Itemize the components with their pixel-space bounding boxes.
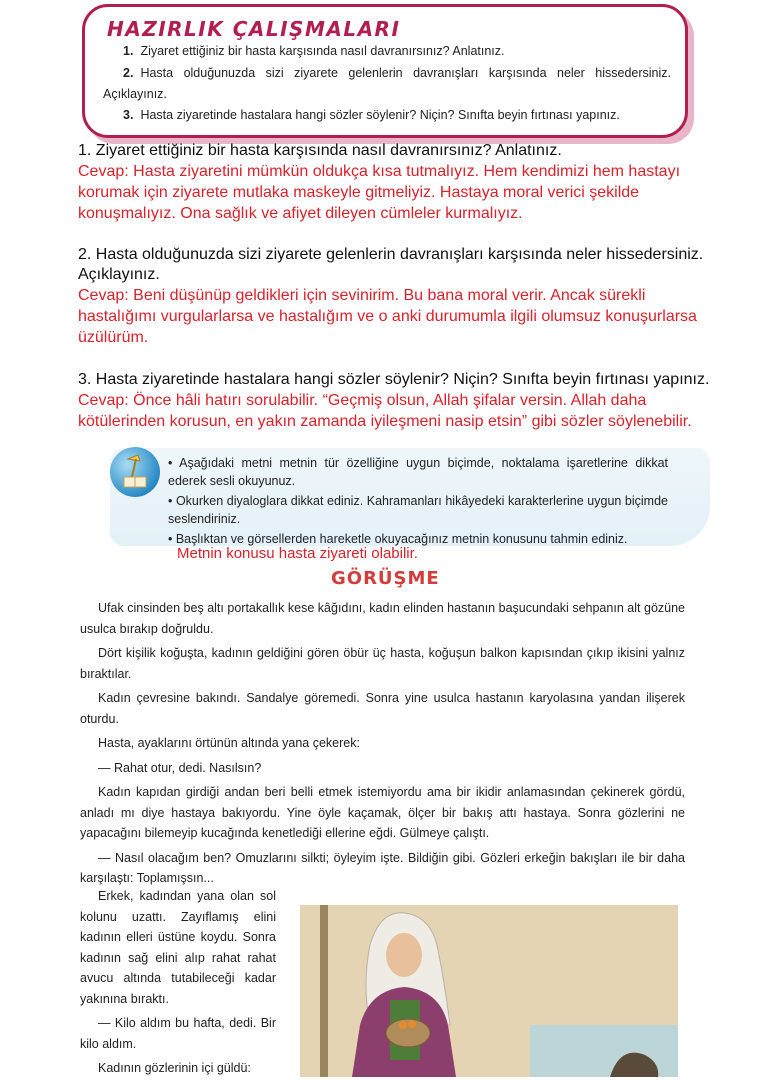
reading-tip: • Okurken diyaloglara dikkat ediniz. Kahramanları hikâyedeki karakterlerine uygun biçimde seslendiriniz. xyxy=(168,494,668,526)
story-text-narrow xyxy=(80,886,276,1083)
qa-answer: Cevap: Hasta ziyaretini mümkün oldukça kısa tutmalıyız. Hem kendimizi hem hastayı korumak için ziyarete mutlaka maskeyle gitmeliyiz. Hastaya moral verici şekilde konuşmalıyız. Ona sağlık ve afiyet dileyen cümleler kurmalıyız. xyxy=(78,163,681,222)
story-paragraph: Kadın kapıdan girdiği andan beri belli etmek istemiyordu ama bir ikidir anlamasından çekinerek gördü, anladı mı diye hastaya bakıyordu. Yine öyle kaçamak, ölçer bir bakış attı hastaya. Sonra gözlerini ne yapacağını bilemeyip kucağında kenetlediği ellerine eğdi. Gülmeye çalıştı. xyxy=(80,785,685,840)
woman-with-bag-image xyxy=(300,905,678,1077)
qa-question: 2. Hasta olduğunuzda sizi ziyarete gelenlerin davranışları karşısında neler hissedersiniz. Açıklayınız. xyxy=(78,246,704,283)
prep-question-2: 2. Hasta olduğunuzda sizi ziyarete gelenlerin davranışları karşısında neler hissedersiniz. Açıklayınız. xyxy=(103,66,671,101)
reading-tip: • Aşağıdaki metni metnin tür özelliğine uygun biçimde, noktalama işaretlerine dikkat ederek sesli okuyunuz. xyxy=(168,456,668,488)
reading-lamp-icon xyxy=(110,447,160,497)
prep-question-3: 3. Hasta ziyaretinde hastalara hangi sözler söylenir? Niçin? Sınıfta beyin fırtınası yapınız. xyxy=(123,108,620,122)
story-paragraph: Erkek, kadından yana olan sol kolunu uzattı. Zayıflamış elini kadının elleri üstüne koydu. Sonra kadının sağ elini alıp rahat rahat avucu altında tutabileceği kadar yakınına bıraktı. xyxy=(80,889,276,1006)
qa-block-1 xyxy=(78,141,710,224)
qa-question: 1. Ziyaret ettiğiniz bir hasta karşısında nasıl davranırsınız? Anlatınız. xyxy=(78,142,562,159)
story-paragraph: Kadın çevresine bakındı. Sandalye göremedi. Sonra yine usulca hastanın karyolasına yandan ilişerek oturdu. xyxy=(80,691,685,726)
topic-answer: Metnin konusu hasta ziyareti olabilir. xyxy=(177,545,418,562)
story-paragraph: — Rahat otur, dedi. Nasılsın? xyxy=(98,760,262,775)
qa-block-2 xyxy=(78,245,710,348)
story-paragraph: — Kilo aldım bu hafta, dedi. Bir kilo aldım. xyxy=(80,1016,276,1051)
story-paragraph: — Nasıl olacağım ben? Omuzlarını silkti; öyleyim işte. Bildiğin gibi. Gözleri erkeğin bakışları ile bir daha karşılaştı: Toplamışsın... xyxy=(80,850,685,885)
preparation-box xyxy=(82,4,688,138)
story-paragraph: Dört kişilik koğuşta, kadının geldiğini gören öbür üç hasta, koğuşun balkon kapısından çıkıp ikisini yalnız bıraktılar. xyxy=(80,646,685,681)
story-paragraph: Hasta, ayaklarını örtünün altında yana çekerek: xyxy=(98,736,360,750)
book-lamp-icon xyxy=(110,447,160,497)
qa-answer: Cevap: Önce hâli hatırı sorulabilir. “Geçmiş olsun, Allah şifalar versin. Allah daha kötülerinden korusun, en yakın zamanda iyileşmeni nasip etsin” gibi sözler söylenebilir. xyxy=(78,392,692,430)
story-illustration xyxy=(300,905,678,1077)
qa-answer: Cevap: Beni düşünüp geldikleri için sevinirim. Bu bana moral verir. Ancak sürekli hastalığımı vurgularlarsa ve hastalığım ve o anki durumumla ilgili olumsuz konuşurlarsa üzülürüm. xyxy=(78,287,697,346)
prep-question-1: 1. Ziyaret ettiğiniz bir hasta karşısında nasıl davranırsınız? Anlatınız. xyxy=(123,44,505,58)
qa-block-3 xyxy=(78,370,710,432)
story-paragraph: Ufak cinsinden beş altı portakallık kese kâğıdını, kadın elinden hastanın başucundaki sehpanın alt gözüne usulca bırakıp doğruldu. xyxy=(80,601,685,636)
reading-tip: • Başlıktan ve görsellerden hareketle okuyacağınız metnin konusunu tahmin ediniz. xyxy=(168,532,628,546)
story-title: GÖRÜŞME xyxy=(331,568,440,589)
preparation-title: HAZIRLIK ÇALIŞMALARI xyxy=(107,17,401,41)
story-paragraph: Kadının gözlerinin içi güldü: xyxy=(98,1061,251,1075)
qa-question: 3. Hasta ziyaretinde hastalara hangi sözler söylenir? Niçin? Sınıfta beyin fırtınası yapınız. xyxy=(78,371,710,388)
story-text xyxy=(80,598,685,893)
reading-tips-list xyxy=(168,454,668,550)
